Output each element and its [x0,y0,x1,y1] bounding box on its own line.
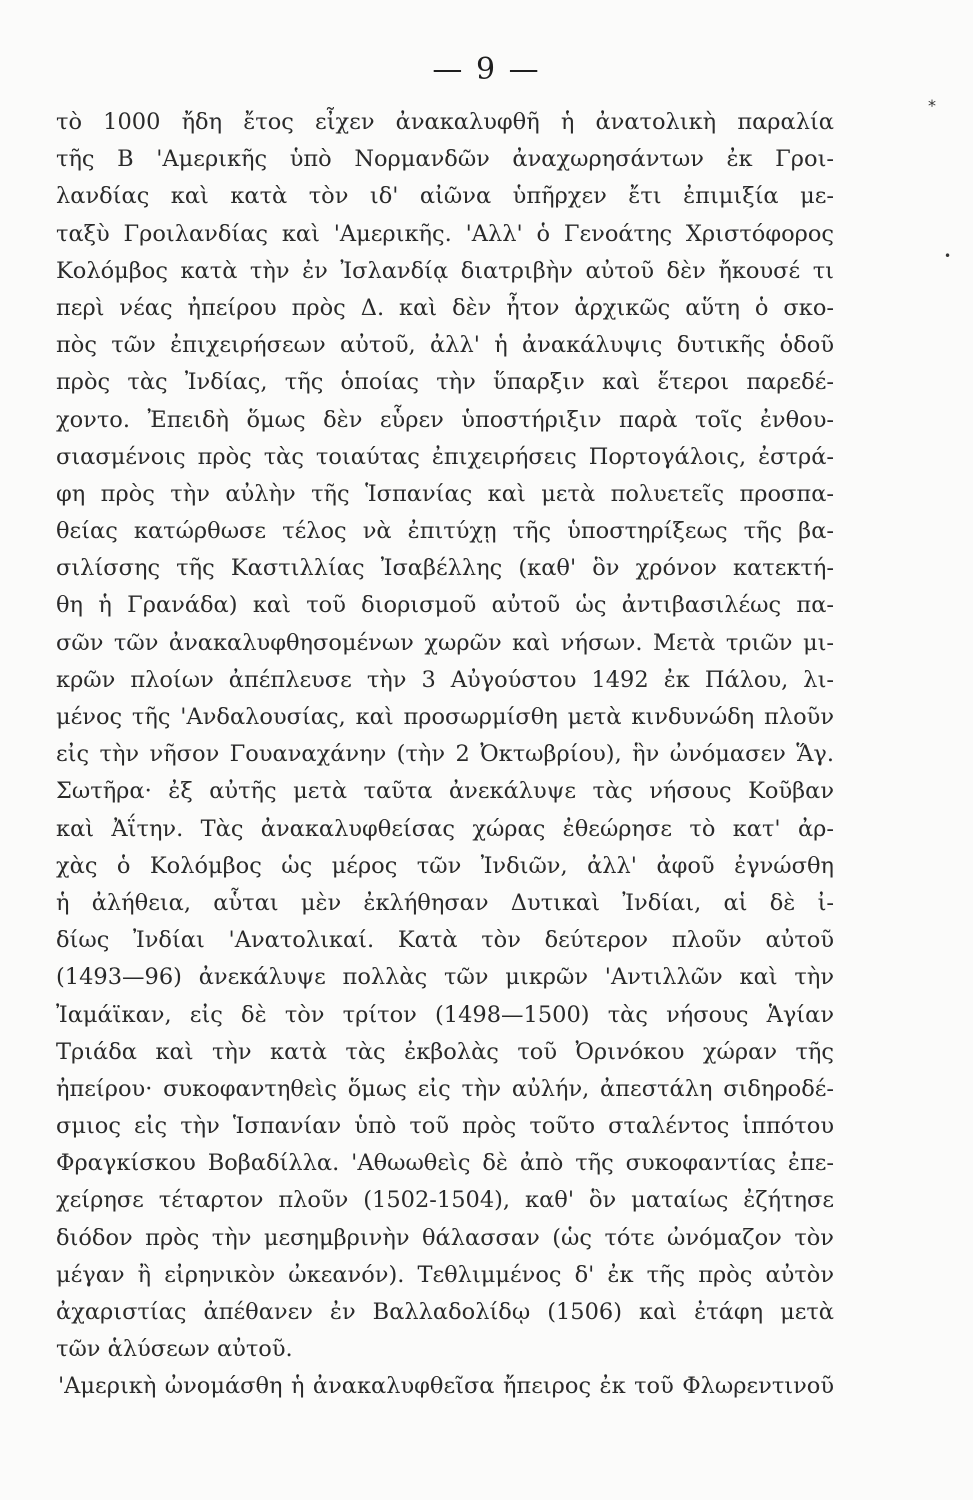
text-line: Ἰαμάϊκαν, εἰς δὲ τὸν τρίτον (1498—1500) τὰς νήσους Ἁγίαν [56,1001,834,1028]
text-line: 'Αμερικὴ ὠνομάσθη ἡ ἀνακαλυφθεῖσα ἤπειρος ἐκ τοῦ Φλωρεντινοῦ [58,1373,834,1400]
text-line: χείρησε τέταρτον πλοῦν (1502-1504), καθ' ὃν ματαίως ἐζήτησε [56,1187,834,1214]
text-line: ἡ ἀλήθεια, αὗται μὲν ἐκλήθησαν Δυτικαὶ Ἰνδίαι, αἱ δὲ ἰ- [56,889,834,916]
text-line: καὶ Ἀΐτην. Τὰς ἀνακαλυφθείσας χώρας ἐθεώρησε τὸ κατ' ἀρ- [56,815,834,842]
text-line: ἀχαριστίας ἀπέθανεν ἐν Βαλλαδολίδῳ (1506) καὶ ἐτάφη μετὰ [56,1299,834,1325]
text-line: σμιος εἰς τὴν Ἱσπανίαν ὑπὸ τοῦ πρὸς τοῦτο σταλέντος ἱππότου [56,1113,834,1140]
text-line: Τριάδα καὶ τὴν κατὰ τὰς ἐκβολὰς τοῦ Ὀρινόκου χώραν τῆς [56,1038,834,1065]
text-line: τὸ 1000 ἤδη ἔτος εἶχεν ἀνακαλυφθῆ ἡ ἀνατολικὴ παραλία [56,109,834,135]
text-line: (1493—96) ἀνεκάλυψε πολλὰς τῶν μικρῶν 'Αντιλλῶν καὶ τὴν [56,964,834,991]
text-line: σιλίσσης τῆς Καστιλλίας Ἰσαβέλλης (καθ' ὃν χρόνον κατεκτή- [56,555,834,582]
text-line: μένος τῆς 'Ανδαλουσίας, καὶ προσωρμίσθη μετὰ κινδυνώδη πλοῦν [56,704,834,730]
margin-dot-mark: • [944,249,952,263]
text-line: σῶν τῶν ἀνακαλυφθησομένων χωρῶν καὶ νήσων. Μετὰ τριῶν μι- [56,629,834,656]
text-line: λανδίας καὶ κατὰ τὸν ιδ' αἰῶνα ὑπῆρχεν ἔτι ἐπιμιξία με- [56,183,834,210]
text-line: χὰς ὁ Κολόμβος ὡς μέρος τῶν Ἰνδιῶν, ἀλλ' ἀφοῦ ἐγνώσθη [56,852,834,879]
body-text [56,104,834,1406]
page-number: — 9 — [432,52,541,87]
text-line: πρὸς τὰς Ἰνδίας, τῆς ὁποίας τὴν ὕπαρξιν καὶ ἕτεροι παρεδέ- [56,369,834,396]
text-line: τῶν ἁλύσεων αὐτοῦ. [56,1336,293,1363]
text-line: περὶ νέας ἠπείρου πρὸς Δ. καὶ δὲν ἦτον ἀρχικῶς αὕτη ὁ σκο- [56,294,834,321]
text-line: σιασμένοις πρὸς τὰς τοιαύτας ἐπιχειρήσεις Πορτογάλοις, ἐστρά- [56,443,834,470]
text-line: μέγαν ἢ εἰρηνικὸν ὠκεανόν). Τεθλιμμένος δ' ἐκ τῆς πρὸς αὐτὸν [56,1261,834,1288]
text-line: φη πρὸς τὴν αὐλὴν τῆς Ἱσπανίας καὶ μετὰ πολυετεῖς προσπα- [56,480,834,507]
text-line: Σωτῆρα· ἐξ αὐτῆς μετὰ ταῦτα ἀνεκάλυψε τὰς νήσους Κοῦβαν [56,778,834,805]
text-line: διόδον πρὸς τὴν μεσημβρινὴν θάλασσαν (ὡς τότε ὠνόμαζον τὸν [56,1224,834,1251]
text-line: Κολόμβος κατὰ τὴν ἐν Ἰσλανδίᾳ διατριβὴν αὐτοῦ δὲν ἤκουσέ τι [56,257,834,284]
text-line: εἰς τὴν νῆσον Γουαναχάνην (τὴν 2 Ὀκτωβρίου), ἣν ὠνόμασεν Ἅγ. [56,741,834,768]
text-line: τῆς Β 'Αμερικῆς ὑπὸ Νορμανδῶν ἀναχωρησάντων ἐκ Γροι- [56,146,834,173]
text-line: δίως Ἰνδίαι 'Ανατολικαί. Κατὰ τὸν δεύτερον πλοῦν αὐτοῦ [56,927,834,954]
asterisk-mark: * [928,96,936,115]
text-line: θη ἡ Γρανάδα) καὶ τοῦ διορισμοῦ αὐτοῦ ὡς ἀντιβασιλέως πα- [56,592,834,619]
text-line: χοντο. Ἐπειδὴ ὅμως δὲν εὗρεν ὑποστήριξιν παρὰ τοῖς ἐνθου- [56,406,834,433]
text-line: θείας κατώρθωσε τέλος νὰ ἐπιτύχῃ τῆς ὑποστηρίξεως τῆς βα- [56,518,834,545]
text-line: Φραγκίσκου Βοβαδίλλα. 'Αθωωθεὶς δὲ ἀπὸ τῆς συκοφαντίας ἐπε- [56,1150,834,1177]
text-line: πὸς τῶν ἐπιχειρήσεων αὐτοῦ, ἀλλ' ἡ ἀνακάλυψις δυτικῆς ὁδοῦ [56,332,834,359]
text-line: κρῶν πλοίων ἀπέπλευσε τὴν 3 Αὐγούστου 1492 ἐκ Πάλου, λι- [56,666,834,693]
text-line: ταξὺ Γροιλανδίας καὶ 'Αμερικῆς. 'Αλλ' ὁ Γενοάτης Χριστόφορος [56,220,834,247]
text-line: ἠπείρου· συκοφαντηθεὶς ὅμως εἰς τὴν αὐλήν, ἀπεστάλη σιδηροδέ- [56,1075,834,1102]
